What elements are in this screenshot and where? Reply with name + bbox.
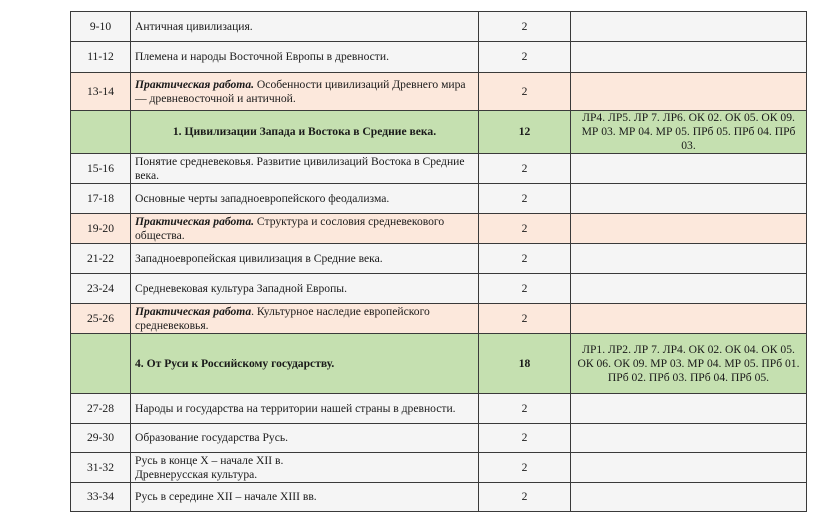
competency-codes bbox=[571, 244, 807, 274]
practice-label: Практическая работа. bbox=[135, 214, 255, 228]
lesson-hours: 2 bbox=[479, 304, 571, 334]
lesson-hours: 2 bbox=[479, 42, 571, 73]
lesson-topic bbox=[131, 214, 479, 244]
practice-text: Особенности цивилизаций Древнего мира — древневосточной и античной. bbox=[135, 77, 466, 105]
section-hours: 18 bbox=[479, 334, 571, 394]
table-row bbox=[71, 424, 807, 453]
competency-codes bbox=[571, 453, 807, 483]
lesson-number: 31-32 bbox=[71, 453, 131, 483]
competency-codes bbox=[571, 73, 807, 111]
lesson-topic bbox=[131, 304, 479, 334]
competency-codes: ЛР4. ЛР5. ЛР 7. ЛР6. ОК 02. ОК 05. ОК 09. МР 03. МР 04. МР 05. ПРб 05. ПРб 04. ПРб 03. bbox=[571, 111, 807, 154]
table-row bbox=[71, 274, 807, 304]
lesson-hours: 2 bbox=[479, 214, 571, 244]
section-number bbox=[71, 111, 131, 154]
section-row bbox=[71, 111, 807, 154]
lesson-number: 13-14 bbox=[71, 73, 131, 111]
competency-codes bbox=[571, 12, 807, 42]
lesson-topic-line: Древнерусская культура. bbox=[135, 467, 258, 481]
lesson-topic: Народы и государства на территории нашей страны в древности. bbox=[131, 394, 479, 424]
section-title: 1. Цивилизации Запада и Востока в Средние века. bbox=[131, 111, 479, 154]
practice-label: Практическая работа. bbox=[135, 77, 255, 91]
lesson-topic: Западноевропейская цивилизация в Средние века. bbox=[131, 244, 479, 274]
table-row bbox=[71, 73, 807, 111]
lesson-topic: Образование государства Русь. bbox=[131, 424, 479, 453]
table-row bbox=[71, 483, 807, 512]
lesson-hours: 2 bbox=[479, 274, 571, 304]
lesson-number: 27-28 bbox=[71, 394, 131, 424]
table-row bbox=[71, 154, 807, 184]
lesson-number: 11-12 bbox=[71, 42, 131, 73]
practice-label: Практическая работа bbox=[135, 304, 252, 318]
lesson-hours: 2 bbox=[479, 244, 571, 274]
lesson-number: 17-18 bbox=[71, 184, 131, 214]
section-hours: 12 bbox=[479, 111, 571, 154]
lesson-number: 23-24 bbox=[71, 274, 131, 304]
competency-codes bbox=[571, 274, 807, 304]
lesson-number: 25-26 bbox=[71, 304, 131, 334]
lesson-number: 21-22 bbox=[71, 244, 131, 274]
lesson-topic: Основные черты западноевропейского феодализма. bbox=[131, 184, 479, 214]
competency-codes: ЛР1. ЛР2. ЛР 7. ЛР4. ОК 02. ОК 04. ОК 05. ОК 06. ОК 09. МР 03. МР 04. МР 05. ПРб 01. ПРб 02. ПРб 03. ПРб 04. ПРб 05. bbox=[571, 334, 807, 394]
lesson-hours: 2 bbox=[479, 12, 571, 42]
table-row bbox=[71, 42, 807, 73]
lesson-topic: Античная цивилизация. bbox=[131, 12, 479, 42]
lesson-number: 33-34 bbox=[71, 483, 131, 512]
competency-codes bbox=[571, 304, 807, 334]
lesson-hours: 2 bbox=[479, 424, 571, 453]
competency-codes bbox=[571, 154, 807, 184]
lesson-number: 29-30 bbox=[71, 424, 131, 453]
table-row bbox=[71, 244, 807, 274]
competency-codes bbox=[571, 394, 807, 424]
lesson-topic: Средневековая культура Западной Европы. bbox=[131, 274, 479, 304]
lesson-topic: Понятие средневековья. Развитие цивилизаций Востока в Средние века. bbox=[131, 154, 479, 184]
table-row bbox=[71, 453, 807, 483]
lesson-hours: 2 bbox=[479, 73, 571, 111]
lesson-hours: 2 bbox=[479, 394, 571, 424]
table-row bbox=[71, 12, 807, 42]
curriculum-table bbox=[70, 11, 807, 512]
competency-codes bbox=[571, 424, 807, 453]
table-row bbox=[71, 394, 807, 424]
lesson-hours: 2 bbox=[479, 154, 571, 184]
lesson-hours: 2 bbox=[479, 453, 571, 483]
competency-codes bbox=[571, 184, 807, 214]
lesson-hours: 2 bbox=[479, 184, 571, 214]
practice-text: . Культурное наследие европейского средневековья. bbox=[135, 304, 430, 332]
lesson-topic bbox=[131, 453, 479, 483]
competency-codes bbox=[571, 483, 807, 512]
practice-text: Структура и сословия средневекового общества. bbox=[135, 214, 445, 242]
lesson-topic-line: Русь в конце X – начале XII в. bbox=[135, 453, 284, 467]
lesson-number: 19-20 bbox=[71, 214, 131, 244]
lesson-number: 15-16 bbox=[71, 154, 131, 184]
lesson-number: 9-10 bbox=[71, 12, 131, 42]
lesson-hours: 2 bbox=[479, 483, 571, 512]
lesson-topic: Русь в середине XII – начале XIII вв. bbox=[131, 483, 479, 512]
competency-codes bbox=[571, 42, 807, 73]
lesson-topic bbox=[131, 73, 479, 111]
table-row bbox=[71, 184, 807, 214]
table-row bbox=[71, 304, 807, 334]
section-title: 4. От Руси к Российскому государству. bbox=[131, 334, 479, 394]
competency-codes bbox=[571, 214, 807, 244]
lesson-topic: Племена и народы Восточной Европы в древности. bbox=[131, 42, 479, 73]
section-number bbox=[71, 334, 131, 394]
table-row bbox=[71, 214, 807, 244]
section-row bbox=[71, 334, 807, 394]
